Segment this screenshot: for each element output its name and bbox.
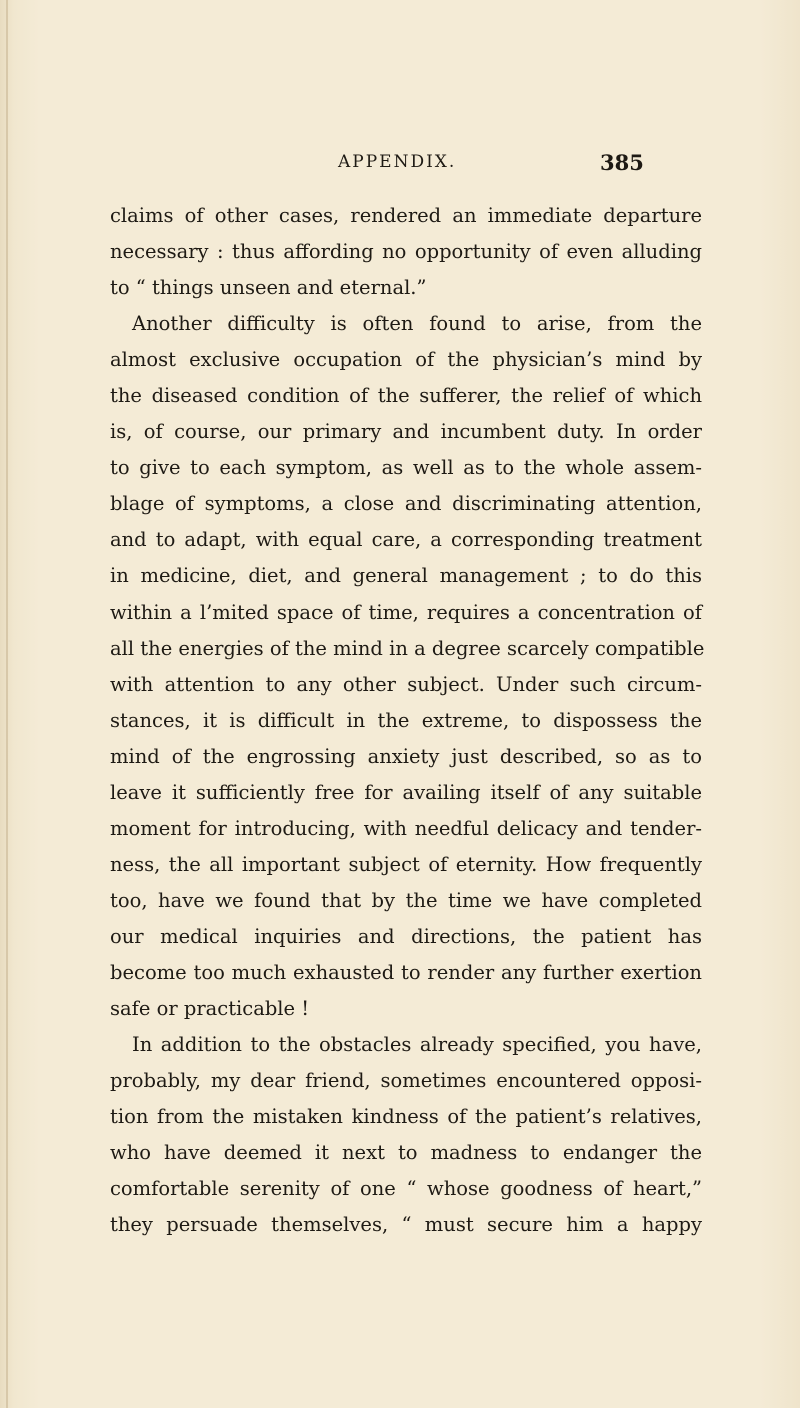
text-line: within a l’mited space of time, requires a concentration of xyxy=(110,600,702,624)
text-line: too, have we found that by the time we have completed xyxy=(110,888,702,912)
text-line: probably, my dear friend, sometimes encountered opposi- xyxy=(110,1069,702,1093)
text-line: all the energies of the mind in a degree scarcely compatible xyxy=(110,636,705,660)
running-head xyxy=(0,152,800,182)
text-line: moment for introducing, with needful delicacy and tender- xyxy=(110,816,702,840)
text-line: our medical inquiries and directions, the patient has xyxy=(110,924,702,948)
text-line: comfortable serenity of one “ whose goodness of heart,” xyxy=(110,1177,702,1201)
text-line: leave it sufficiently free for availing itself of any suitable xyxy=(110,780,702,804)
running-head-title: APPENDIX. xyxy=(338,152,457,172)
text-line: to “ things unseen and eternal.” xyxy=(110,276,427,300)
text-line: safe or practicable ! xyxy=(110,997,310,1021)
text-line: blage of symptoms, a close and discriminating attention, xyxy=(110,492,702,516)
page-number: 385 xyxy=(600,150,644,175)
text-line: tion from the mistaken kindness of the patient’s relatives, xyxy=(110,1105,702,1129)
text-line: is, of course, our primary and incumbent duty. In order xyxy=(110,420,702,444)
text-line: who have deemed it next to madness to endanger the xyxy=(110,1141,702,1165)
text-line: almost exclusive occupation of the physician’s mind by xyxy=(110,348,702,372)
text-line: ness, the all important subject of eternity. How frequently xyxy=(110,852,702,876)
text-line: necessary : thus affording no opportunity of even alluding xyxy=(110,240,702,264)
text-line: the diseased condition of the sufferer, the relief of which xyxy=(110,384,702,408)
text-line: become too much exhausted to render any further exertion xyxy=(110,960,702,984)
text-line: claims of other cases, rendered an immediate departure xyxy=(110,204,702,227)
text-line: In addition to the obstacles already specified, you have, xyxy=(132,1033,702,1057)
text-line: they persuade themselves, “ must secure him a happy xyxy=(110,1213,702,1237)
body-text xyxy=(110,198,705,1243)
text-line: stances, it is difficult in the extreme, to dispossess the xyxy=(110,708,702,732)
text-line: Another difficulty is often found to arise, from the xyxy=(132,312,702,336)
page-gutter xyxy=(6,0,8,1408)
text-line: mind of the engrossing anxiety just described, so as to xyxy=(110,744,702,768)
text-line: to give to each symptom, as well as to the whole assem- xyxy=(110,456,702,480)
text-line: in medicine, diet, and general management ; to do this xyxy=(110,564,702,588)
text-line: and to adapt, with equal care, a corresponding treatment xyxy=(110,528,702,552)
text-line: with attention to any other subject. Under such circum- xyxy=(110,672,702,696)
